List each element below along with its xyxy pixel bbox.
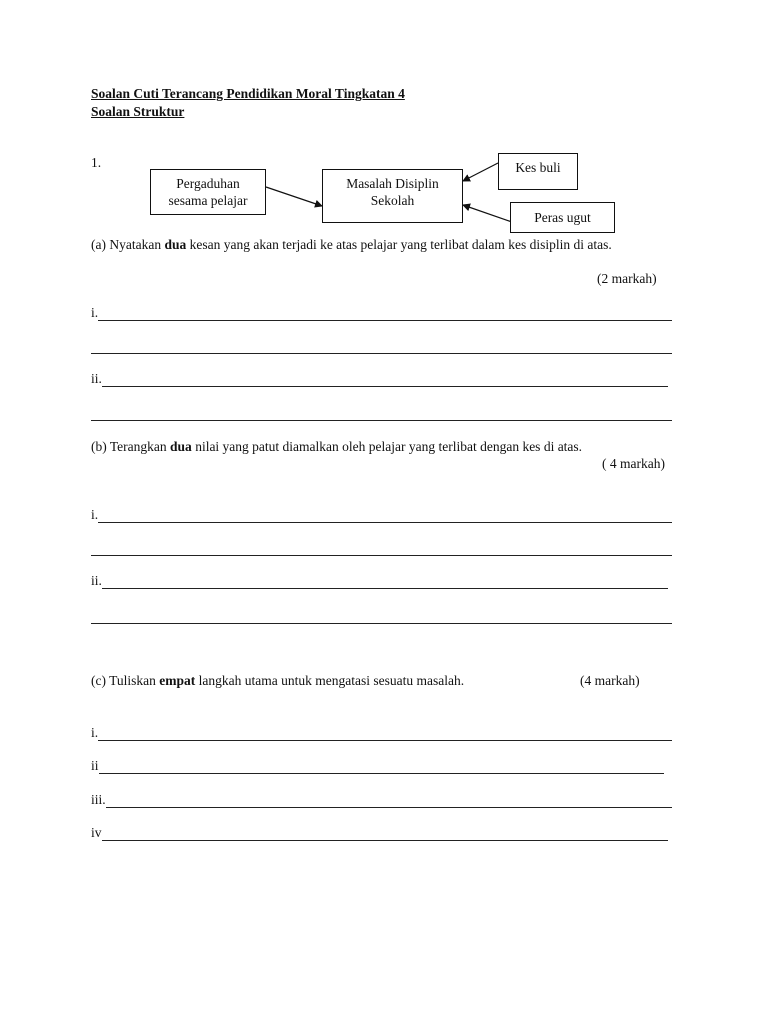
question-b-prefix: (b) Terangkan [91, 439, 171, 454]
arrow-left-to-center [266, 187, 322, 206]
answer-label: ii. [91, 371, 102, 386]
answer-c-line-1[interactable] [91, 723, 672, 741]
question-a-bold: dua [164, 237, 187, 252]
question-a-suffix: kesan yang akan terjadi ke atas pelajar yang terlibat dalam kes disiplin di atas. [186, 237, 612, 252]
answer-label: iii. [91, 792, 106, 807]
answer-c-line-4[interactable] [91, 823, 668, 841]
answer-label: ii [91, 758, 99, 773]
answer-label: ii. [91, 573, 102, 588]
question-c-suffix: langkah utama untuk mengatasi sesuatu masalah. [195, 673, 465, 688]
answer-label: i. [91, 507, 99, 522]
question-c-bold: empat [159, 673, 196, 688]
box-text-line1: Pergaduhan [176, 176, 240, 191]
answer-a-line-4[interactable] [91, 403, 672, 421]
box-text: Kes buli [515, 160, 561, 175]
question-b-bold: dua [170, 439, 192, 454]
answer-a-line-1[interactable] [91, 303, 672, 321]
question-c-marks: (4 markah) [580, 673, 640, 688]
answer-a-line-3[interactable] [91, 369, 668, 387]
diagram-box-pergaduhan [150, 169, 266, 215]
question-a-marks: (2 markah) [597, 271, 657, 286]
question-c-prefix: (c) Tuliskan [91, 673, 160, 688]
box-text-line1: Masalah Disiplin [346, 176, 439, 191]
box-text: Peras ugut [534, 210, 591, 225]
diagram-box-masalah-disiplin [322, 169, 463, 223]
answer-a-line-2[interactable] [91, 336, 672, 354]
answer-b-line-3[interactable] [91, 571, 668, 589]
arrow-bottomright-to-center [463, 205, 512, 222]
document-title: Soalan Cuti Terancang Pendidikan Moral Tingkatan 4 [91, 86, 405, 101]
answer-label: i. [91, 305, 99, 320]
diagram-box-peras-ugut [510, 202, 615, 233]
answer-c-line-3[interactable] [91, 790, 672, 808]
question-b-marks: ( 4 markah) [602, 456, 665, 471]
box-text-line2: Sekolah [370, 193, 415, 208]
question-b-suffix: nilai yang patut diamalkan oleh pelajar yang terlibat dengan kes di atas. [191, 439, 583, 454]
question-c-text [91, 673, 464, 689]
box-text-line2: sesama pelajar [168, 193, 248, 208]
section-title: Soalan Struktur [91, 104, 185, 119]
diagram-arrows [0, 0, 768, 300]
question-a-prefix: (a) Nyatakan [91, 237, 165, 252]
answer-b-line-2[interactable] [91, 538, 672, 556]
answer-label: iv [91, 825, 102, 840]
answer-b-line-1[interactable] [91, 505, 672, 523]
answer-label: i. [91, 725, 99, 740]
question-b-text [91, 439, 582, 455]
question-a-text [91, 236, 676, 254]
diagram-box-kes-buli [498, 153, 578, 190]
question-number: 1. [91, 155, 102, 170]
answer-c-line-2[interactable] [91, 756, 664, 774]
answer-b-line-4[interactable] [91, 606, 672, 624]
arrow-topright-to-center [463, 163, 498, 181]
